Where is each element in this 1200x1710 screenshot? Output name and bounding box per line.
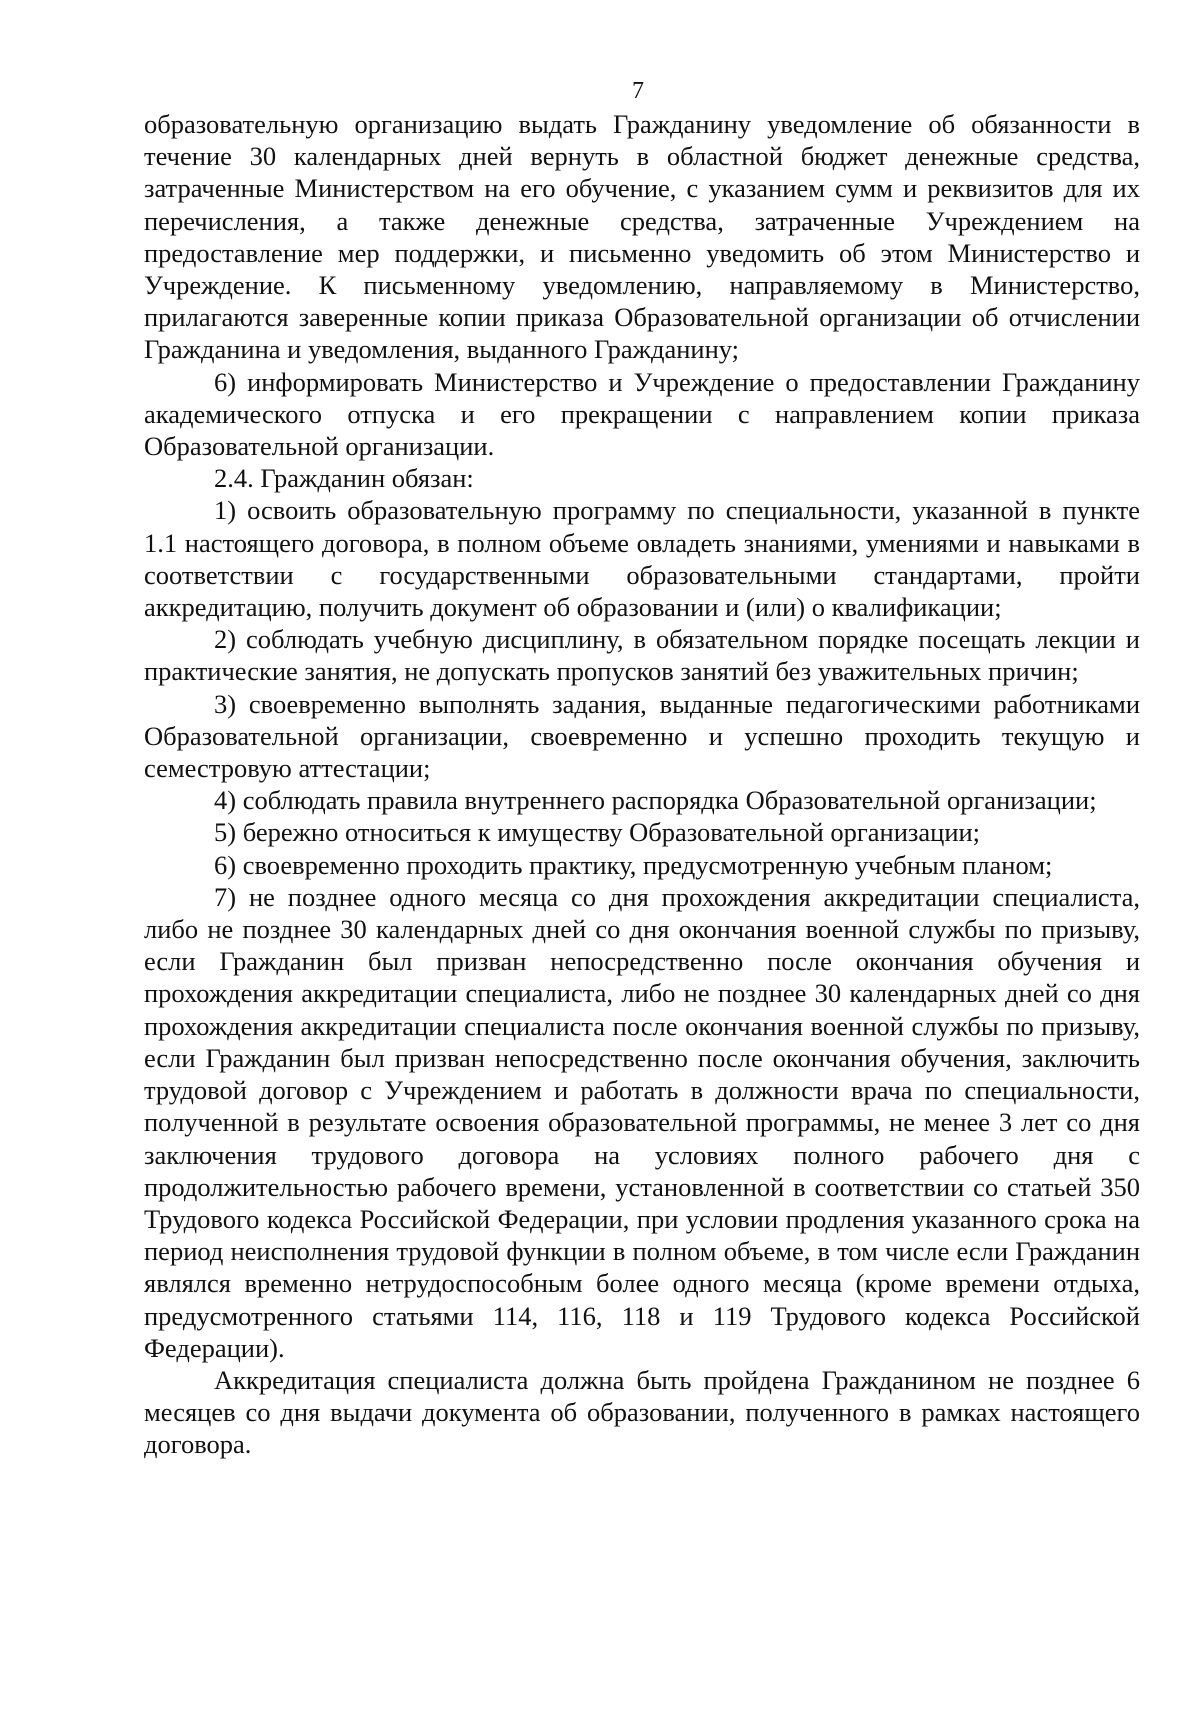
paragraph-item-3-assignments: 3) своевременно выполнять задания, выданные педагогическими работниками Образовательной организации, своевременно и успешно проходить текущую и семестровую аттестации; [144,688,1140,784]
paragraph-accreditation-deadline: Аккредитация специалиста должна быть пройдена Гражданином не позднее 6 месяцев со дня выдачи документа об образовании, полученного в рамках настоящего договора. [144,1364,1140,1460]
section-heading-2-4: 2.4. Гражданин обязан: [214,463,474,494]
page-number: 7 [632,78,644,104]
paragraph-item-6-inform: 6) информировать Министерство и Учреждение о предоставлении Гражданину академического отпуска и его прекращении с направлением копии приказа Образовательной организации. [144,366,1140,462]
paragraph-item-2-discipline: 2) соблюдать учебную дисциплину, в обязательном порядке посещать лекции и практические занятия, не допускать пропусков занятий без уважительных причин; [144,624,1140,687]
paragraph-continuation: образовательную организацию выдать Гражданину уведомление об обязанности в течение 30 календарных дней вернуть в областной бюджет денежные средства, затраченные Министерством на его обучение, с указанием сумм и реквизитов для их перечисления, а также денежные средства, затраченные Учреждением на предоставление мер поддержки, и письменно уведомить об этом Министерство и Учреждение. К письменному уведомлению, направляемому в Министерство, прилагаются заверенные копии приказа Образовательной организации об отчислении Гражданина и уведомления, выданного Гражданину; [144,109,1140,365]
paragraph-item-4-rules: 4) соблюдать правила внутреннего распорядка Образовательной организации; [214,785,1097,816]
document-body [144,108,1140,1461]
paragraph-item-6-practice: 6) своевременно проходить практику, предусмотренную учебным планом; [214,849,1053,880]
paragraph-item-7-employment: 7) не позднее одного месяца со дня прохождения аккредитации специалиста, либо не позднее 30 календарных дней со дня окончания военной службы по призыву, если Гражданин был призван непосредственно после окончания обучения и прохождения аккредитации специалиста, либо не позднее 30 календарных дней со дня прохождения аккредитации специалиста после окончания военной службы по призыву, если Гражданин был призван непосредственно после окончания обучения, заключить трудовой договор с Учреждением и работать в должности врача по специальности, полученной в результате освоения образовательной программы, не менее 3 лет со дня заключения трудового договора на условиях полного рабочего дня с продолжительностью рабочего времени, установленной в соответствии со статьей 350 Трудового кодекса Российской Федерации, при условии продления указанного срока на период неисполнения трудовой функции в полном объеме, в том числе если Гражданин являлся временно нетрудоспособным более одного месяца (кроме времени отдыха, предусмотренного статьями 114, 116, 118 и 119 Трудового кодекса Российской Федерации). [144,881,1140,1363]
paragraph-item-1-master-program: 1) освоить образовательную программу по специальности, указанной в пункте 1.1 настоящего договора, в полном объеме овладеть знаниями, умениями и навыками в соответствии с государственными образовательными стандартами, пройти аккредитацию, получить документ об образовании и (или) о квалификации; [144,495,1140,623]
paragraph-item-5-property: 5) бережно относиться к имуществу Образовательной организации; [214,817,981,848]
